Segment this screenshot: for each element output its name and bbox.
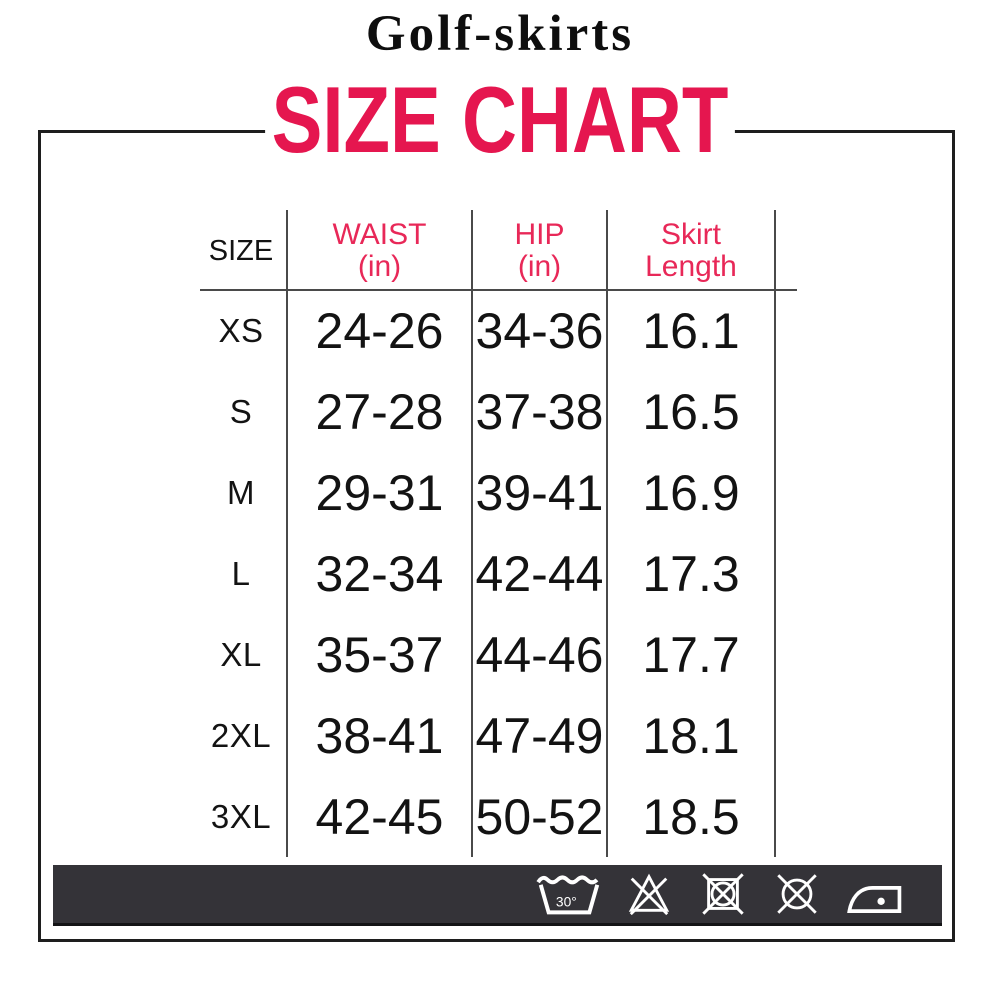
hip-value: 50-52 — [475, 788, 604, 845]
row-size-label: XS — [218, 311, 264, 349]
hip-value: 39-41 — [475, 464, 604, 521]
waist-value: 35-37 — [315, 626, 444, 683]
do-not-tumble-dry-icon — [696, 870, 750, 918]
skirt-length-value: 16.5 — [642, 383, 740, 440]
care-instructions-bar — [53, 865, 942, 926]
column-header-waist: WAIST (in) — [332, 218, 427, 283]
waist-value: 38-41 — [315, 707, 444, 764]
page-title — [210, 67, 790, 172]
iron-low-heat-icon — [844, 872, 906, 916]
wash-temperature-label: 30° — [555, 894, 577, 910]
skirt-length-value: 17.3 — [642, 545, 740, 602]
row-size-label: L — [231, 554, 251, 592]
brand-title: Golf-skirts — [365, 6, 635, 62]
hip-value: 47-49 — [475, 707, 604, 764]
skirt-length-value: 16.1 — [642, 302, 740, 359]
waist-value: 32-34 — [315, 545, 444, 602]
waist-value: 27-28 — [315, 383, 444, 440]
column-header-size: SIZE — [208, 234, 274, 267]
column-header-hip: HIP (in) — [514, 218, 565, 283]
size-table — [195, 212, 775, 857]
do-not-bleach-icon — [624, 870, 674, 918]
skirt-length-value: 18.1 — [642, 707, 740, 764]
skirt-length-value: 16.9 — [642, 464, 740, 521]
row-size-label: XL — [220, 635, 262, 673]
hip-value: 44-46 — [475, 626, 604, 683]
page-title-text: SIZE CHART — [265, 73, 735, 167]
hip-value: 34-36 — [475, 302, 604, 359]
waist-value: 29-31 — [315, 464, 444, 521]
skirt-length-value: 17.7 — [642, 626, 740, 683]
waist-value: 24-26 — [315, 302, 444, 359]
machine-wash-30-icon — [536, 871, 602, 917]
row-size-label: 2XL — [210, 716, 272, 754]
column-header-skirt-length: Skirt Length — [645, 218, 737, 283]
hip-value: 37-38 — [475, 383, 604, 440]
waist-value: 42-45 — [315, 788, 444, 845]
row-size-label: M — [227, 473, 255, 511]
row-size-label: 3XL — [210, 797, 272, 835]
do-not-dry-clean-icon — [772, 870, 822, 918]
hip-value: 42-44 — [475, 545, 604, 602]
skirt-length-value: 18.5 — [642, 788, 740, 845]
row-size-label: S — [229, 392, 253, 430]
